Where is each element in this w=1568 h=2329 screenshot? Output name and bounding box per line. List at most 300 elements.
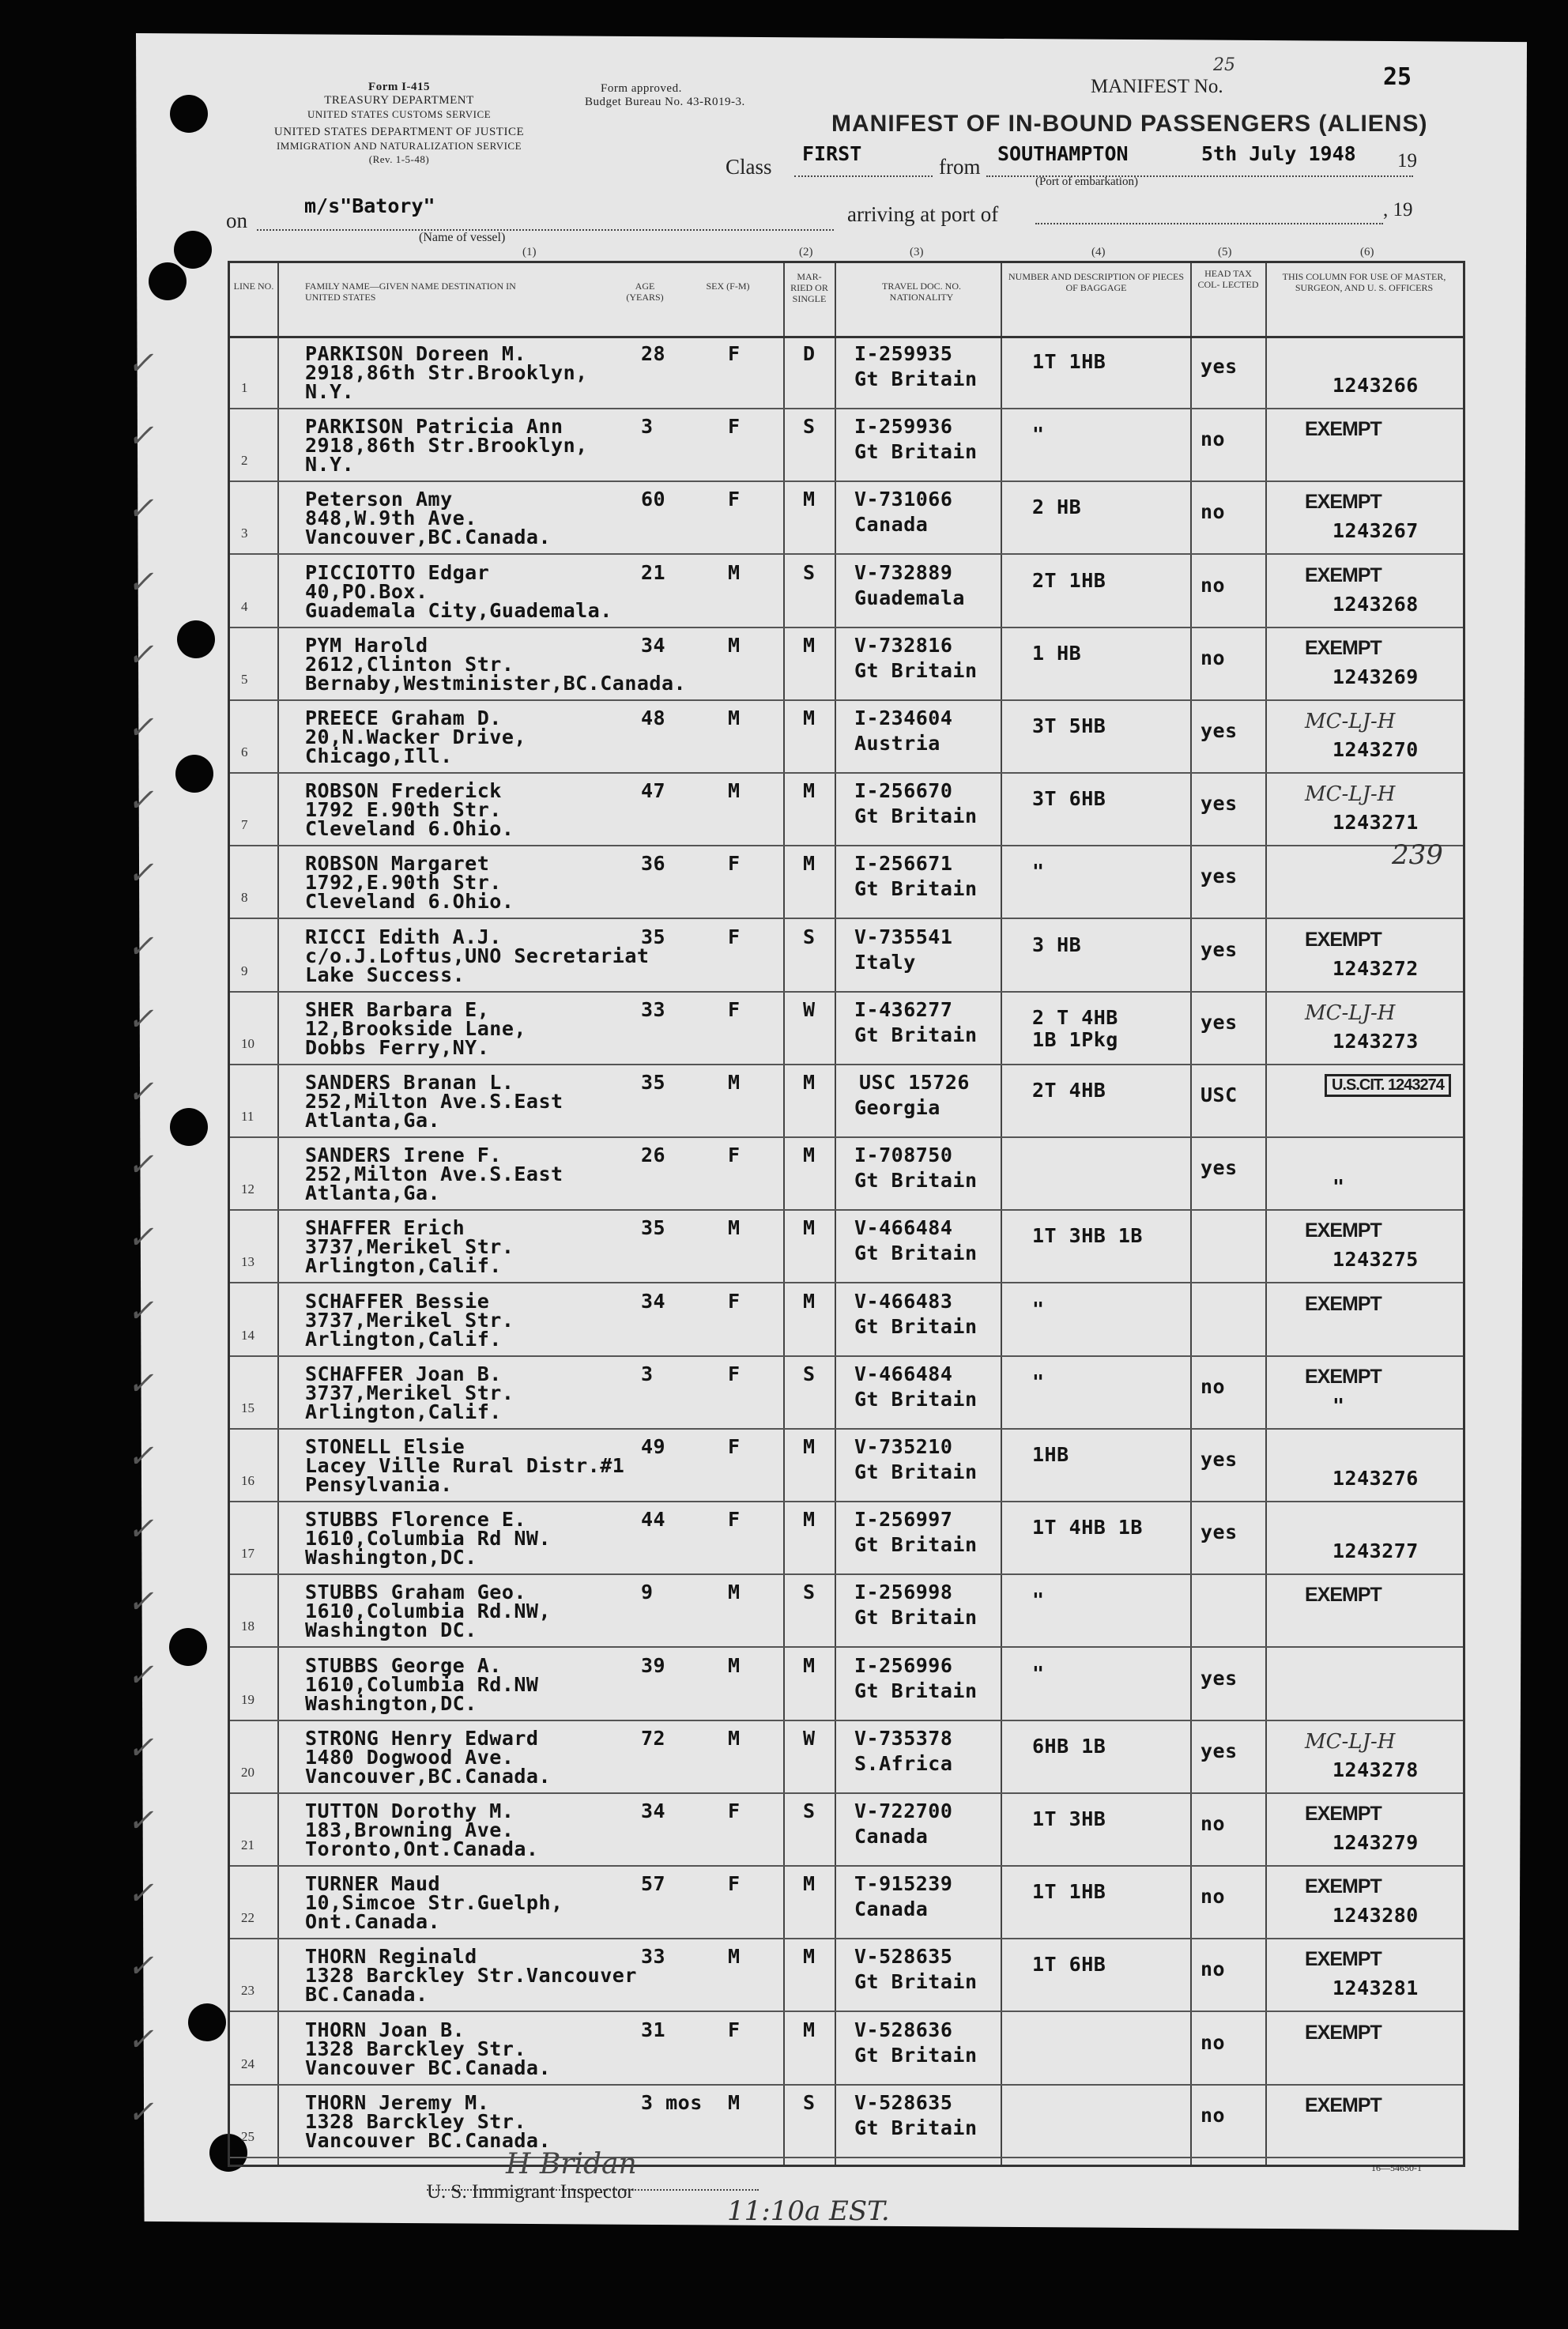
line-number: 9	[241, 963, 248, 978]
officer-number: 1243279	[1332, 1831, 1419, 1854]
age: 48	[641, 707, 666, 729]
destination-line2: Pensylvania.	[305, 1473, 453, 1496]
age: 44	[641, 1508, 666, 1532]
passenger-name: ROBSON Margaret	[305, 852, 490, 876]
inspector-label: U. S. Immigrant Inspector	[427, 2181, 634, 2203]
line-number: 19	[241, 1691, 254, 1707]
head-tax: no	[1200, 646, 1226, 669]
baggage-line2: 1B 1Pkg	[1032, 1027, 1118, 1051]
age: 33	[641, 997, 666, 1021]
col-number-2: (2)	[799, 246, 813, 258]
officer-note: MC-LJ-H	[1305, 1001, 1396, 1025]
line-number: 15	[241, 1400, 254, 1415]
column-headers	[230, 263, 1463, 338]
ins-name: IMMIGRATION AND NATURALIZATION SERVICE	[276, 140, 522, 152]
officer-number: 1243281	[1332, 1977, 1419, 2000]
check-mark-icon: ✓	[127, 418, 154, 455]
travel-doc: I-708750	[854, 1144, 953, 1167]
line-number: 6	[241, 744, 248, 759]
age: 28	[641, 342, 666, 365]
baggage: 3T 6HB	[1032, 787, 1106, 811]
age: 60	[641, 488, 666, 511]
on-label: on	[226, 209, 247, 232]
head-tax: yes	[1200, 719, 1238, 742]
destination-line2: Bernaby,Westminister,BC.Canada.	[305, 671, 687, 695]
travel-doc: I-234604	[854, 707, 953, 729]
revision: (Rev. 1-5-48)	[368, 153, 430, 165]
nationality: Gt Britain	[854, 1387, 978, 1411]
passenger-name: THORN Joan B.	[305, 2018, 466, 2041]
sex: M	[728, 633, 741, 657]
baggage: 1T 3HB	[1032, 1807, 1106, 1830]
line-number: 12	[241, 1181, 254, 1197]
sex: M	[728, 1216, 741, 1240]
vessel-name: m/s"Batory"	[304, 194, 435, 217]
check-mark-icon: ✓	[127, 2093, 154, 2131]
destination-line2: Cleveland 6.Ohio.	[305, 817, 514, 841]
destination-line2: Lake Success.	[305, 963, 466, 986]
line-number: 25	[241, 2128, 254, 2144]
nationality: Gt Britain	[854, 2043, 978, 2067]
age: 49	[641, 1435, 666, 1458]
embarkation-date: 5th July 1948	[1201, 142, 1356, 165]
nationality: Gt Britain	[854, 1679, 978, 1702]
passenger-name: RICCI Edith A.J.	[305, 925, 502, 948]
officer-note: EXEMPT	[1305, 1584, 1381, 1607]
nationality: Gt Britain	[854, 877, 978, 901]
passenger-name: THORN Jeremy M.	[305, 2090, 490, 2114]
destination-line1: 2918,86th Str.Brooklyn,	[305, 434, 588, 458]
nationality: Gt Britain	[854, 1242, 978, 1265]
destination-line1: 848,W.9th Ave.	[305, 507, 477, 530]
passenger-name: PREECE Graham D.	[305, 707, 502, 729]
sex: F	[728, 1289, 741, 1313]
destination-line1: 20,N.Wacker Drive,	[305, 725, 526, 748]
age: 31	[641, 2018, 666, 2041]
line-number: 4	[241, 598, 248, 614]
officer-note: EXEMPT	[1305, 1803, 1381, 1825]
baggage: 1T 1HB	[1032, 350, 1106, 373]
customs-name: UNITED STATES CUSTOMS SERVICE	[307, 108, 492, 120]
check-mark-icon: ✓	[127, 782, 154, 820]
baggage: "	[1032, 423, 1045, 447]
col-header-officers: THIS COLUMN FOR USE OF MASTER, SURGEON, AND U. S. OFFICERS	[1282, 271, 1446, 293]
destination-line2: N.Y.	[305, 380, 355, 403]
sex: M	[728, 2090, 741, 2114]
passenger-name: PICCIOTTO Edgar	[305, 560, 490, 584]
officer-note: MC-LJ-H	[1305, 782, 1396, 807]
marital-status: M	[803, 779, 816, 803]
destination-line1: 2918,86th Str.Brooklyn,	[305, 361, 588, 384]
table-row	[127, 1356, 1463, 1430]
travel-doc: I-256998	[854, 1581, 953, 1604]
sex: M	[728, 1581, 741, 1604]
port-caption: (Port of embarkation)	[1035, 175, 1138, 188]
destination-line2: Arlington,Calif.	[305, 1254, 502, 1278]
travel-doc: T-915239	[854, 1872, 953, 1896]
nationality: Gt Britain	[854, 2116, 978, 2139]
marital-status: M	[803, 2018, 816, 2041]
nationality: Gt Britain	[854, 1970, 978, 1994]
officer-number: "	[1332, 1393, 1345, 1417]
destination-line1: 1792 E.90th Str.	[305, 798, 502, 822]
col-header-baggage: NUMBER AND DESCRIPTION OF PIECES OF BAGGAGE	[1008, 271, 1185, 293]
punch-hole	[177, 620, 215, 658]
sex: F	[728, 1872, 741, 1896]
line-number: 3	[241, 526, 248, 541]
line-number: 1	[241, 380, 248, 395]
table-row	[127, 1283, 1463, 1357]
punch-hole	[175, 755, 213, 793]
officer-number: 1243273	[1332, 1029, 1419, 1053]
baggage: 2T 4HB	[1032, 1079, 1106, 1102]
travel-doc: I-259936	[854, 415, 953, 439]
officer-number: 1243278	[1332, 1758, 1419, 1781]
sex: M	[728, 1071, 741, 1094]
line-number: 22	[241, 1910, 254, 1926]
nationality: S.Africa	[854, 1751, 953, 1775]
baggage: "	[1032, 1661, 1045, 1685]
marital-status: M	[803, 707, 816, 729]
col-number-6: (6)	[1360, 246, 1374, 258]
check-mark-icon: ✓	[127, 636, 154, 673]
marital-status: M	[803, 1653, 816, 1677]
line-number: 17	[241, 1546, 254, 1562]
marital-status: M	[803, 488, 816, 511]
travel-doc: I-259935	[854, 342, 953, 365]
age: 36	[641, 852, 666, 876]
manifest-number-label: MANIFEST No.	[1091, 76, 1223, 97]
destination-line2: Dobbs Ferry,NY.	[305, 1035, 490, 1059]
arriving-line	[1035, 223, 1383, 224]
travel-doc: I-256671	[854, 852, 953, 876]
table-row	[127, 700, 1463, 774]
destination-line2: Washington,DC.	[305, 1691, 477, 1715]
check-mark-icon: ✓	[127, 345, 154, 382]
head-tax: no	[1200, 2103, 1226, 2127]
marital-status: M	[803, 852, 816, 876]
head-tax: yes	[1200, 1010, 1238, 1034]
nationality: Gt Britain	[854, 1169, 978, 1193]
nationality: Georgia	[854, 1096, 940, 1119]
col-header-travel: TRAVEL DOC. NO. NATIONALITY	[881, 281, 961, 303]
officer-note: U.S.CIT. 1243274	[1325, 1074, 1451, 1097]
table-row	[127, 1574, 1463, 1648]
nationality: Canada	[854, 1825, 929, 1848]
line-number: 10	[241, 1035, 254, 1051]
officer-note: EXEMPT	[1305, 2021, 1381, 2044]
passenger-table	[127, 246, 1465, 2167]
marital-status: M	[803, 1945, 816, 1969]
destination-line1: 10,Simcoe Str.Guelph,	[305, 1891, 564, 1915]
table-row	[127, 1720, 1463, 1794]
officer-number: 1243276	[1332, 1467, 1419, 1490]
col-number-3: (3)	[910, 246, 924, 258]
line-number: 18	[241, 1619, 254, 1634]
marital-status: M	[803, 1289, 816, 1313]
age: 3 mos	[641, 2090, 703, 2114]
col-header-head-tax: HEAD TAX COL- LECTED	[1197, 268, 1259, 290]
destination-line1: 183,Browning Ave.	[305, 1818, 514, 1841]
head-tax: no	[1200, 2030, 1226, 2054]
col-header-age: AGE (YEARS)	[626, 281, 664, 303]
destination-line1: 1328 Barckley Str.	[305, 2109, 526, 2133]
sex: F	[728, 1144, 741, 1167]
dept-name: TREASURY DEPARTMENT	[324, 94, 474, 107]
destination-line1: 3737,Merikel Str.	[305, 1235, 514, 1259]
col-header-name: FAMILY NAME—GIVEN NAME DESTINATION IN UNITED STATES	[305, 281, 516, 303]
officer-number: 1243277	[1332, 1539, 1419, 1563]
travel-doc: V-732816	[854, 633, 953, 657]
check-mark-icon: ✓	[127, 1803, 154, 1839]
sex: F	[728, 342, 741, 365]
table-row	[127, 1648, 1463, 1721]
head-tax: no	[1200, 1812, 1226, 1835]
punch-hole	[149, 262, 187, 300]
destination-line1: 1792,E.90th Str.	[305, 871, 502, 895]
passenger-name: STRONG Henry Edward	[305, 1726, 539, 1750]
travel-doc: V-528635	[854, 1945, 953, 1969]
marital-status: M	[803, 1144, 816, 1167]
nationality: Gt Britain	[854, 1460, 978, 1483]
check-mark-icon: ✓	[127, 1219, 154, 1257]
justice-name: UNITED STATES DEPARTMENT OF JUSTICE	[273, 126, 525, 138]
sex: F	[728, 997, 741, 1021]
officer-note: 239	[1392, 839, 1443, 872]
destination-line1: 252,Milton Ave.S.East	[305, 1090, 564, 1113]
nationality: Gt Britain	[854, 1606, 978, 1630]
table-row	[127, 1137, 1463, 1211]
officer-note: EXEMPT	[1305, 1948, 1381, 1971]
port-of-embarkation: SOUTHAMPTON	[997, 142, 1129, 165]
marital-status: S	[803, 925, 816, 948]
marital-status: S	[803, 1581, 816, 1604]
officer-note: MC-LJ-H	[1305, 1729, 1396, 1754]
travel-doc: V-528635	[854, 2090, 953, 2114]
check-mark-icon: ✓	[127, 1656, 154, 1694]
officer-note: EXEMPT	[1305, 1875, 1381, 1898]
travel-doc: V-466484	[854, 1216, 953, 1240]
col-header-married: MAR- RIED OR SINGLE	[790, 271, 828, 304]
table-row	[127, 839, 1463, 919]
table-row	[127, 773, 1463, 846]
line-number: 2	[241, 453, 248, 469]
arriving-year: , 19	[1383, 199, 1413, 220]
head-tax: yes	[1200, 1521, 1238, 1544]
form-number: Form I-415	[368, 81, 430, 93]
travel-doc: I-256997	[854, 1508, 953, 1532]
arriving-label: arriving at port of	[847, 202, 999, 226]
head-tax: no	[1200, 428, 1226, 451]
age: 34	[641, 633, 666, 657]
col-number-4: (4)	[1091, 246, 1106, 258]
age: 21	[641, 560, 666, 584]
age: 35	[641, 925, 666, 948]
sex: F	[728, 1435, 741, 1458]
travel-doc: V-528636	[854, 2018, 953, 2041]
nationality: Canada	[854, 513, 929, 537]
nationality: Gt Britain	[854, 1314, 978, 1338]
marital-status: W	[803, 1726, 816, 1750]
table-row	[127, 1502, 1463, 1575]
officer-note: EXEMPT	[1305, 563, 1381, 586]
passenger-name: TURNER Maud	[305, 1872, 441, 1896]
officer-number: 1243267	[1332, 519, 1419, 543]
table-row	[127, 481, 1463, 555]
age: 34	[641, 1289, 666, 1313]
check-mark-icon: ✓	[127, 1584, 154, 1621]
destination-line2: Washington,DC.	[305, 1546, 477, 1570]
check-mark-icon: ✓	[127, 563, 154, 601]
destination-line2: Chicago,Ill.	[305, 744, 453, 767]
officer-number: 1243270	[1332, 738, 1419, 761]
nationality: Gt Britain	[854, 1533, 978, 1557]
officer-note: EXEMPT	[1305, 1365, 1381, 1388]
table-row	[127, 336, 1463, 409]
check-mark-icon: ✓	[127, 1729, 154, 1766]
sex: M	[728, 707, 741, 729]
sex: F	[728, 1800, 741, 1822]
class-value: FIRST	[802, 142, 862, 165]
officer-number: 1243269	[1332, 665, 1419, 688]
marital-status: S	[803, 1800, 816, 1822]
sex: F	[728, 1362, 741, 1385]
passenger-name: ROBSON Frederick	[305, 779, 502, 803]
table-row	[127, 1793, 1463, 1867]
marital-status: D	[803, 342, 816, 365]
sex: M	[728, 1945, 741, 1969]
baggage: 1T 3HB 1B	[1032, 1224, 1143, 1248]
check-mark-icon: ✓	[127, 1074, 154, 1110]
check-mark-icon: ✓	[127, 1511, 154, 1548]
officer-note: MC-LJ-H	[1305, 710, 1396, 733]
footer-code: 16—54650-1	[1371, 2162, 1422, 2173]
passenger-name: THORN Reginald	[305, 1945, 477, 1969]
baggage: 2 HB	[1032, 496, 1082, 519]
age: 34	[641, 1800, 666, 1822]
check-mark-icon: ✓	[127, 1438, 154, 1475]
table-row	[127, 1210, 1463, 1283]
age: 9	[641, 1581, 654, 1604]
destination-line2: Vancouver,BC.Canada.	[305, 1764, 552, 1788]
baggage: 6HB 1B	[1032, 1734, 1106, 1758]
check-mark-icon: ✓	[127, 1292, 154, 1329]
destination-line2: Vancouver BC.Canada.	[305, 2128, 552, 2152]
marital-status: M	[803, 1508, 816, 1532]
budget-text: Budget Bureau No. 43-R019-3.	[585, 96, 745, 108]
check-mark-icon: ✓	[127, 710, 154, 746]
sex: F	[728, 488, 741, 511]
baggage: 1T 4HB 1B	[1032, 1516, 1143, 1539]
line-number: 23	[241, 1983, 254, 1999]
head-tax: yes	[1200, 1448, 1238, 1471]
marital-status: M	[803, 1872, 816, 1896]
table-row	[127, 2085, 1463, 2158]
head-tax: yes	[1200, 1739, 1238, 1762]
table-row	[127, 992, 1463, 1065]
nationality: Canada	[854, 1897, 929, 1921]
table-row	[127, 919, 1463, 993]
officer-number: "	[1332, 1175, 1345, 1199]
baggage: 1T 6HB	[1032, 1953, 1106, 1977]
baggage: 3T 5HB	[1032, 714, 1106, 737]
line-number: 16	[241, 1473, 254, 1488]
destination-line2: Washington DC.	[305, 1619, 477, 1642]
marital-status: M	[803, 633, 816, 657]
head-tax: no	[1200, 1958, 1226, 1981]
baggage: "	[1032, 1370, 1045, 1393]
class-line	[794, 175, 933, 177]
punch-hole	[174, 231, 212, 269]
destination-line1: 12,Brookside Lane,	[305, 1016, 526, 1040]
punch-hole	[188, 2003, 226, 2041]
officer-number: 1243271	[1332, 811, 1419, 835]
travel-doc: I-256670	[854, 779, 953, 803]
travel-doc: I-256996	[854, 1653, 953, 1677]
destination-line1: 1610,Columbia Rd NW.	[305, 1527, 552, 1551]
table-row	[127, 409, 1463, 482]
officer-note: EXEMPT	[1305, 1219, 1381, 1242]
line-number: 24	[241, 2056, 254, 2071]
baggage: "	[1032, 860, 1045, 884]
inspector-signature: H Bridan	[506, 2148, 637, 2180]
nationality: Guademala	[854, 586, 965, 609]
passenger-name: TUTTON Dorothy M.	[305, 1800, 514, 1822]
line-number: 7	[241, 817, 248, 833]
marital-status: M	[803, 1435, 816, 1458]
sex: M	[728, 1726, 741, 1750]
passenger-name: PARKISON Doreen M.	[305, 342, 526, 365]
form-approval	[585, 82, 846, 109]
nationality: Gt Britain	[854, 805, 978, 828]
check-mark-icon: ✓	[127, 855, 154, 892]
page-title: MANIFEST OF IN-BOUND PASSENGERS (ALIENS)	[831, 111, 1428, 137]
destination-line2: N.Y.	[305, 453, 355, 477]
marital-status: S	[803, 560, 816, 584]
destination-line1: 1610,Columbia Rd.NW,	[305, 1600, 552, 1623]
line-number: 20	[241, 1764, 254, 1780]
passenger-name: STUBBS Graham Geo.	[305, 1581, 526, 1604]
head-tax: yes	[1200, 355, 1238, 378]
destination-line2: BC.Canada.	[305, 1983, 428, 2007]
table-row	[127, 2012, 1463, 2086]
destination-line2: Ont.Canada.	[305, 1910, 441, 1934]
manifest-number-handwritten: 25	[1213, 55, 1235, 75]
baggage: 3 HB	[1032, 933, 1082, 956]
marital-status: M	[803, 1216, 816, 1240]
passenger-name: SANDERS Irene F.	[305, 1144, 502, 1167]
baggage: "	[1032, 1297, 1045, 1321]
nationality: Gt Britain	[854, 1023, 978, 1046]
sex: M	[728, 560, 741, 584]
class-label: Class	[726, 155, 772, 179]
passenger-name: SHER Barbara E,	[305, 997, 490, 1021]
passenger-name: PYM Harold	[305, 633, 428, 657]
col-header-sex: SEX (F-M)	[706, 281, 750, 292]
travel-doc: V-466483	[854, 1289, 953, 1313]
nationality: Gt Britain	[854, 440, 978, 464]
marital-status: W	[803, 997, 816, 1021]
from-label: from	[939, 155, 981, 179]
officer-number: 1243266	[1332, 374, 1419, 397]
check-mark-icon: ✓	[127, 1147, 154, 1184]
table-row	[127, 1429, 1463, 1502]
destination-line2: Vancouver BC.Canada.	[305, 2056, 552, 2079]
passenger-name: STUBBS George A.	[305, 1653, 502, 1677]
check-mark-icon: ✓	[127, 928, 154, 965]
sex: F	[728, 1508, 741, 1532]
table-row	[127, 555, 1463, 628]
